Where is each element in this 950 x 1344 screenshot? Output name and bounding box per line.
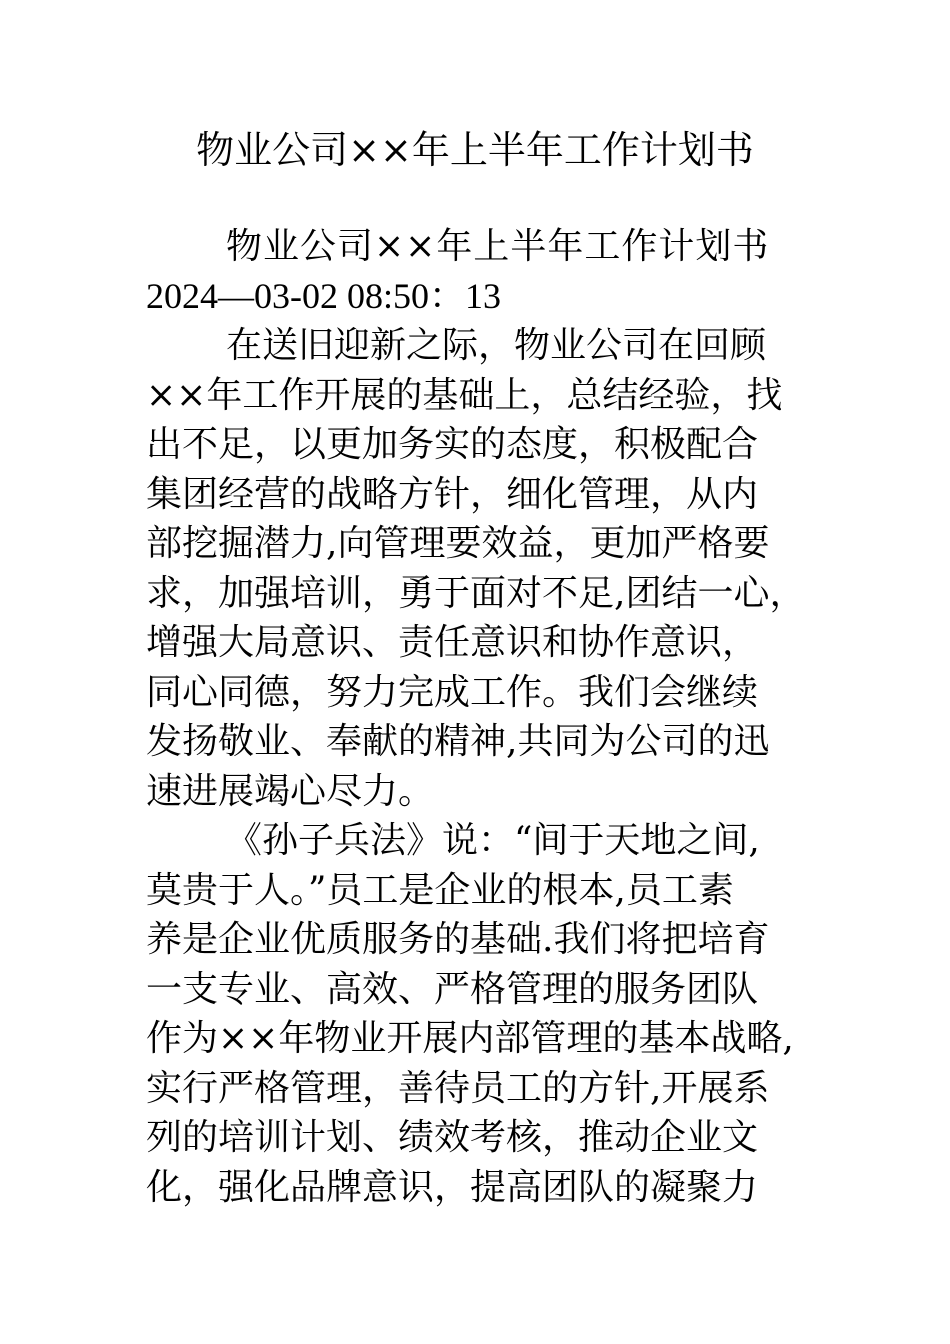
paragraph-line: 莫贵于人。”员工是企业的根本,员工素 bbox=[146, 869, 734, 911]
paragraph-line: 养是企业优质服务的基础.我们将把培育 bbox=[146, 919, 770, 960]
document-body bbox=[146, 222, 806, 1212]
paragraph-line: 部挖掘潜力,向管理要效益，更加严格要 bbox=[146, 523, 770, 564]
paragraph-line: 求，加强培训，勇于面对不足,团结一心， bbox=[146, 572, 806, 614]
paragraph-line: 增强大局意识、责任意识和协作意识， bbox=[146, 622, 759, 663]
paragraph-line: 同心同德，努力完成工作。我们会继续 bbox=[146, 671, 759, 713]
paragraph-line: ××年工作开展的基础上，总结经验，找 bbox=[146, 374, 783, 416]
document-datetime: 2024—03-02 08:50：13 bbox=[146, 275, 501, 316]
paragraph-line: 发扬敬业、奉献的精神,共同为公司的迅 bbox=[146, 721, 770, 762]
document-title: 物业公司××年上半年工作计划书 bbox=[196, 128, 754, 172]
paragraph-line: 实行严格管理，善待员工的方针,开展系 bbox=[146, 1067, 770, 1109]
document-subtitle: 物业公司××年上半年工作计划书 bbox=[226, 226, 770, 267]
paragraph-line: 一支专业、高效、严格管理的服务团队 bbox=[146, 968, 759, 1010]
paragraph-1 bbox=[146, 321, 806, 816]
paragraph-line: 作为××年物业开展内部管理的基本战略, bbox=[146, 1018, 794, 1059]
paragraph-line: 出不足，以更加务实的态度，积极配合 bbox=[146, 424, 759, 465]
paragraph-line: 列的培训计划、绩效考核，推动企业文 bbox=[146, 1117, 759, 1158]
paragraph-line: 在送旧迎新之际，物业公司在回顾 bbox=[226, 325, 767, 366]
paragraph-line: 速进展竭心尽力。 bbox=[146, 770, 435, 812]
paragraph-2 bbox=[146, 816, 806, 1212]
paragraph-line: 《孙子兵法》说：“间于天地之间, bbox=[226, 820, 760, 861]
paragraph-line: 集团经营的战略方针，细化管理，从内 bbox=[146, 473, 759, 515]
paragraph-line: 化，强化品牌意识，提高团队的凝聚力 bbox=[146, 1166, 759, 1208]
